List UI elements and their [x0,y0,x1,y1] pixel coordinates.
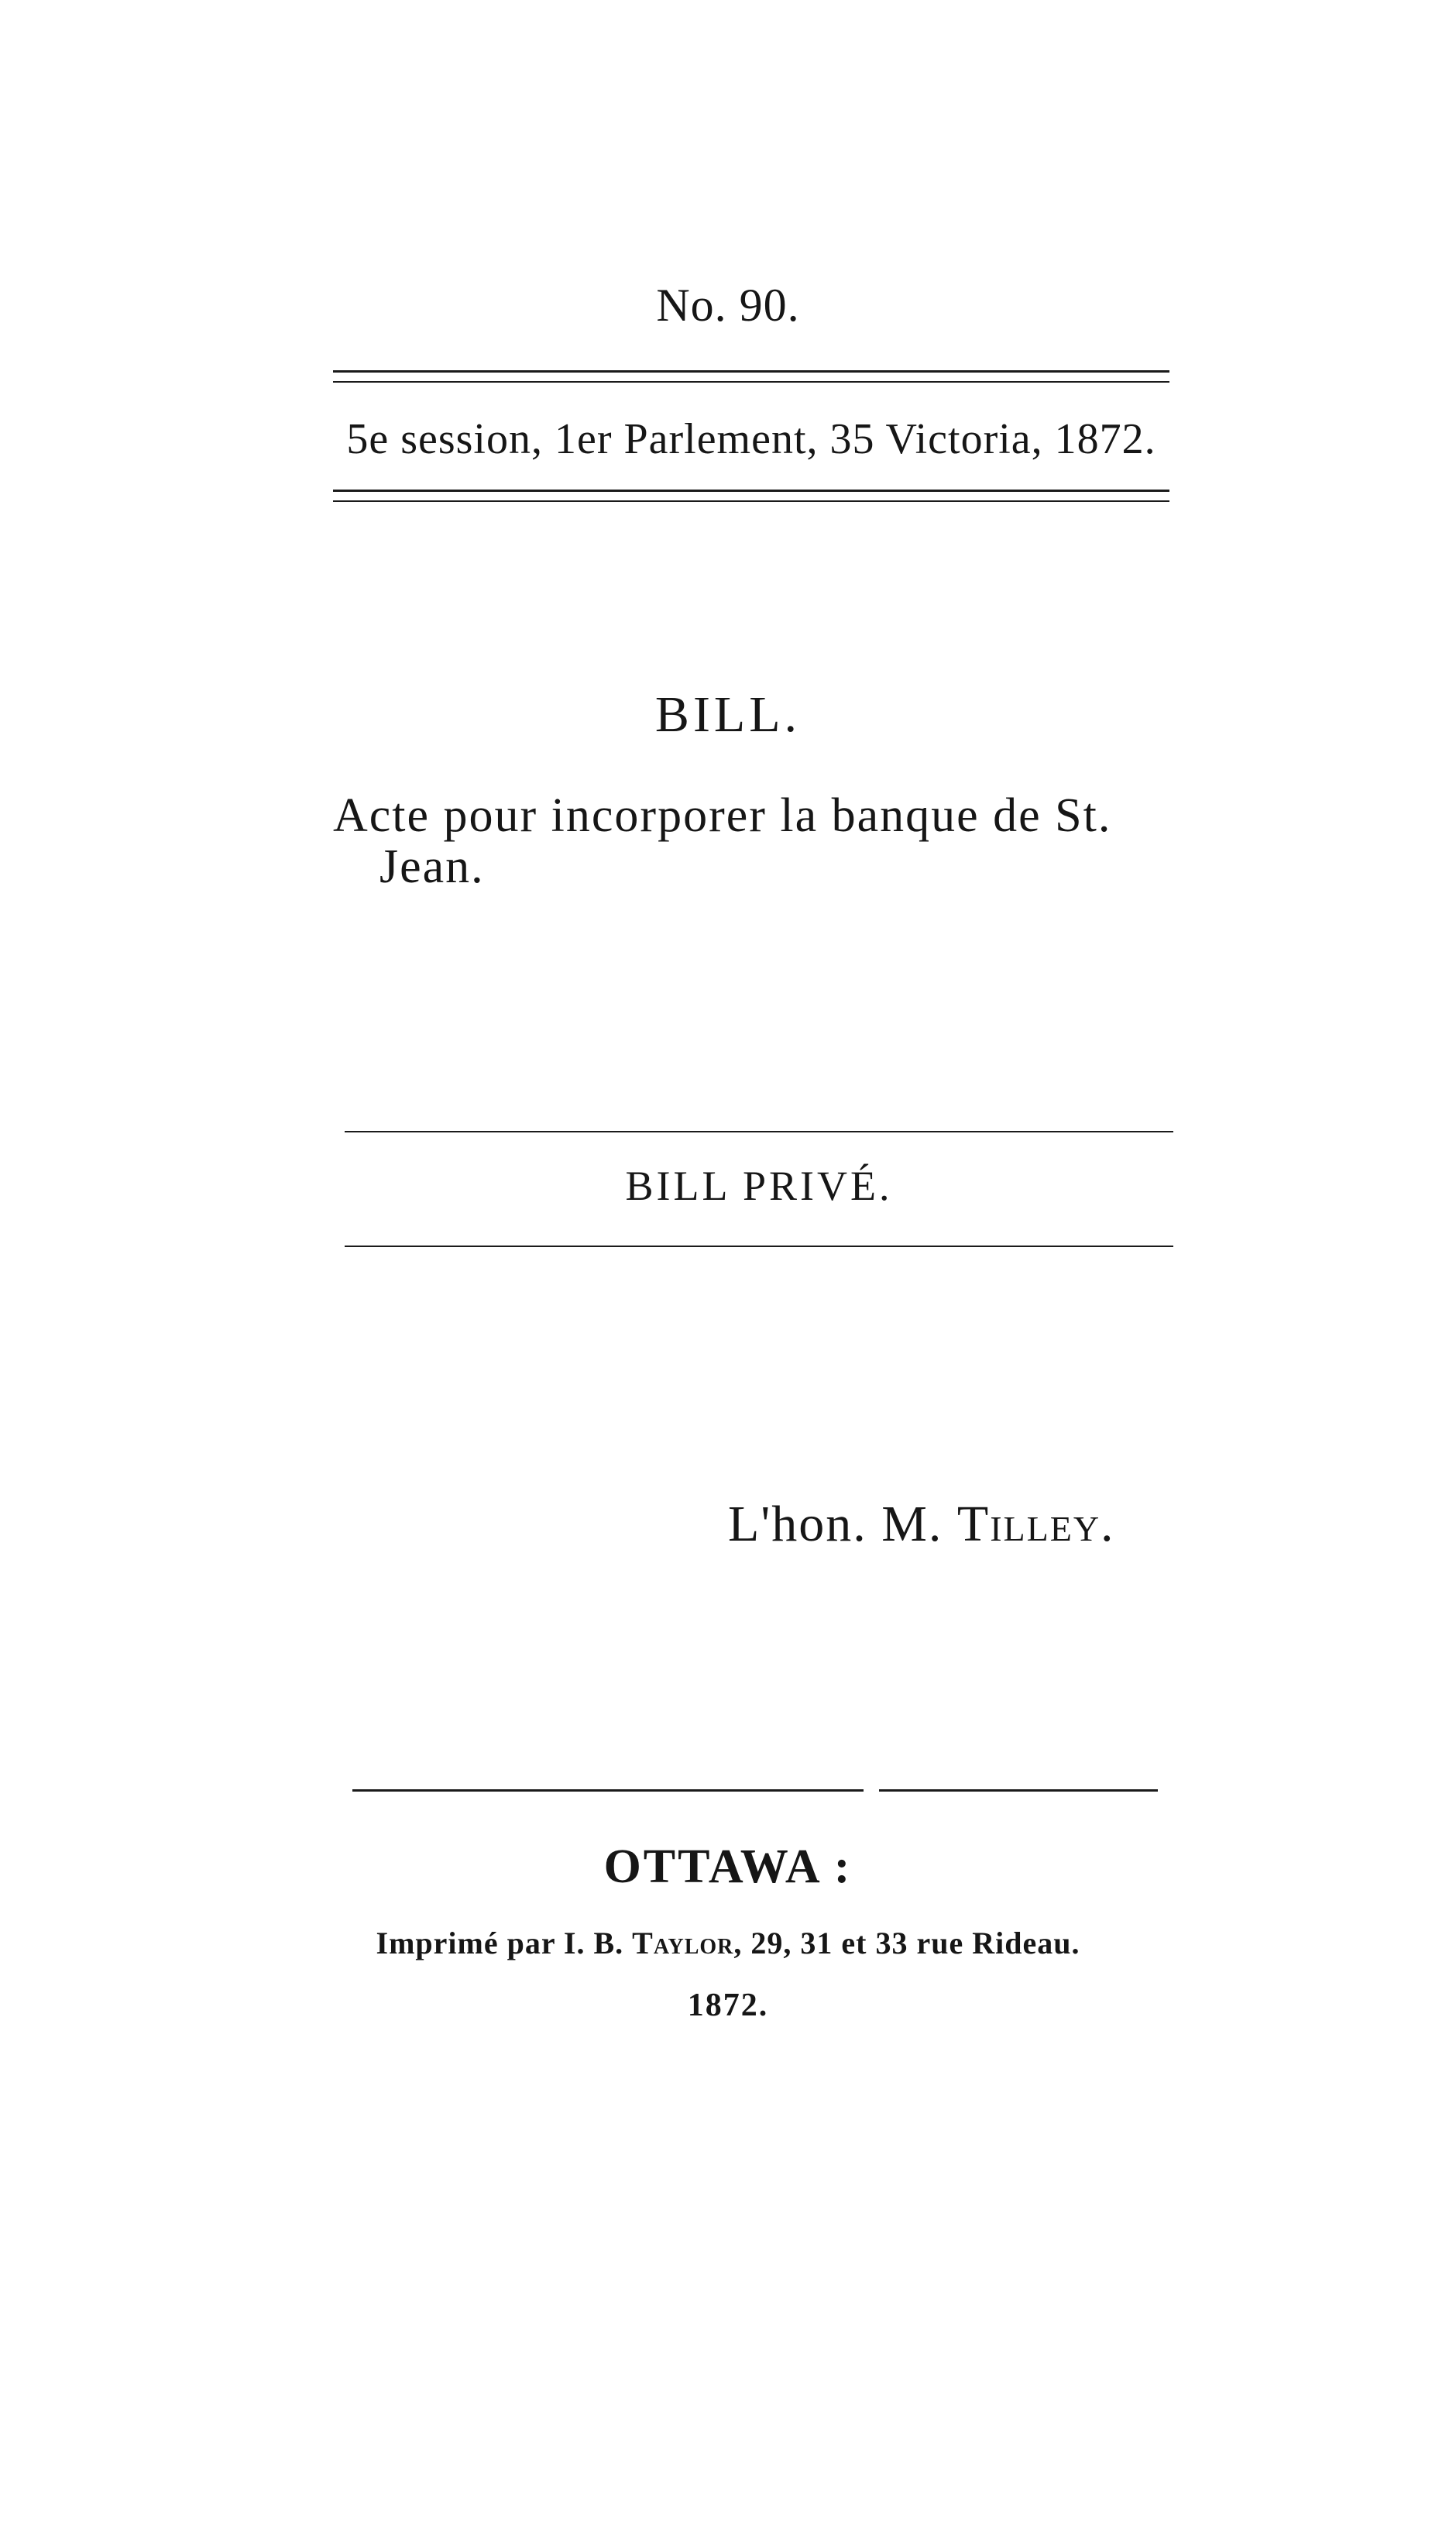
bill-number: No. 90. [656,280,800,331]
sponsor-name: Tilley. [956,1496,1115,1552]
printer-name: Taylor, [632,1926,743,1960]
top-rule-upper [333,370,1169,373]
bill-title-line-1: Acte pour incorporer la banque de St. [333,789,1112,842]
printer-suffix: 29, 31 et 33 rue Rideau. [742,1926,1080,1960]
bill-title [333,790,1177,892]
top-rule-upper-thin [333,381,1169,383]
session-line: 5e session, 1er Parlement, 35 Victoria, 1872. [346,415,1156,463]
footer-rule-left [352,1789,864,1792]
city: OTTAWA : [603,1840,853,1893]
printer-line [0,1925,1456,1961]
sponsor-prefix: L'hon. M. [728,1496,957,1552]
private-bill-label: BILL PRIVÉ. [625,1163,893,1209]
private-bill-rule-bottom [345,1246,1173,1247]
bill-title-line-2: Jean. [379,840,485,893]
session-rule-lower [333,490,1169,492]
bill-heading: BILL. [654,686,802,743]
session-rule-lower-thin [333,500,1169,502]
printer-prefix: Imprimé par I. B. [376,1926,633,1960]
private-bill-rule-top [345,1131,1173,1132]
footer-rule-right [879,1789,1158,1792]
print-year: 1872. [687,1988,769,2023]
sponsor-line [728,1495,1115,1554]
